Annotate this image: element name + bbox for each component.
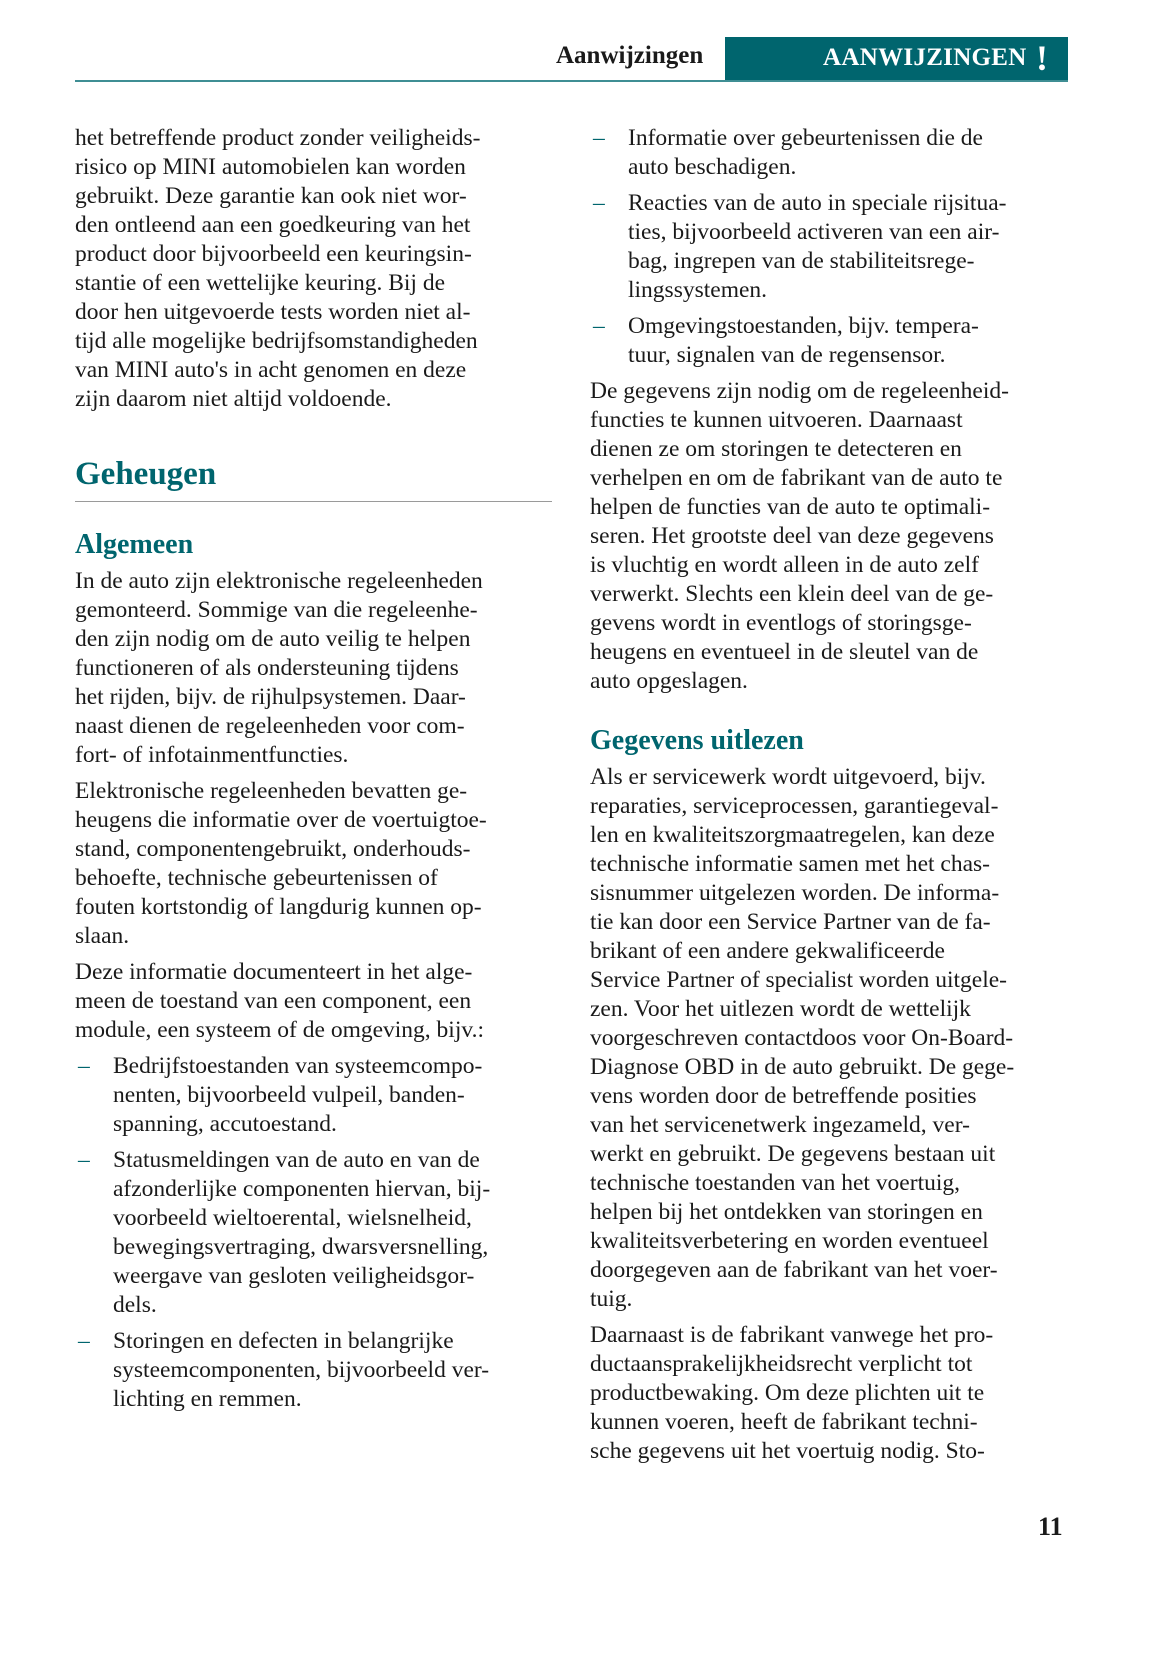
chapter-tab [725,37,1068,81]
list-item [590,312,1090,370]
list-item [75,1052,575,1139]
chapter-title: AANWIJZINGEN [823,44,1027,71]
list-item-text: Bedrijfstoestanden van systeemcompo- nenten, bijvoorbeeld vulpeil, banden- spanning, accutoestand. [113,1053,483,1137]
list-item [590,189,1090,305]
heading-geheugen: Geheugen [75,460,552,502]
list-item [75,1146,575,1320]
page-number: 11 [1038,1512,1063,1541]
heading-algemeen: Algemeen [75,529,194,560]
heading-gegevens-uitlezen: Gegevens uitlezen [590,725,804,756]
dash-bullet: – [593,313,605,339]
paragraph: Deze informatie documenteert in het alge- meen de toestand van een component, een module, een systeem of de omgeving, bijv.: [75,959,484,1043]
list-item-text: Omgevingstoestanden, bijv. tempera- tuur, signalen van de regensensor. [628,313,979,368]
list-item-text: Statusmeldingen van de auto en van de afzonderlijke componenten hiervan, bij- voorbeeld wieltoerental, wielsnelheid, bewegingsvertraging, dwarsversnelling, weergave van gesloten veiligheidsgor- dels. [113,1147,491,1318]
dash-bullet: – [593,190,605,216]
right-column [590,124,1090,1473]
paragraph: In de auto zijn elektronische regeleenheden gemonteerd. Sommige van die regeleenhe- den zijn nodig om de auto veilig te helpen functioneren of als ondersteuning tijdens het rijden, bijv. de rijhulpsystemen. Daar- naast dienen de regeleenheden voor com- fort- of infotainmentfuncties. [75,568,483,768]
list-item-text: Reacties van de auto in speciale rijsitua- ties, bijvoorbeeld activeren van een air- bag, ingrepen van de stabiliteitsrege- lingssystemen. [628,190,1007,303]
dash-bullet: – [78,1147,90,1173]
paragraph: De gegevens zijn nodig om de regeleenheid- functies te kunnen uitvoeren. Daarnaast dienen ze om storingen te detecteren en verhelpen en om de fabrikant van de auto te helpen de functies van de auto te optimali- seren. Het grootste deel van deze gegevens is vluchtig en wordt alleen in de auto zelf verwerkt. Slechts een klein deel van de ge- gevens wordt in eventlogs of storingsge- heugens en eventueel in de sleutel van de auto opgeslagen. [590,378,1009,694]
dash-bullet: – [78,1328,90,1354]
section-title: Aanwijzingen [556,42,704,69]
left-column [75,124,575,1421]
dash-bullet: – [78,1053,90,1079]
paragraph: het betreffende product zonder veiligheids- risico op MINI automobielen kan worden gebruikt. Deze garantie kan ook niet wor- den ontleend aan een goedkeuring van het product door bijvoorbeeld een keuringsin- stantie of een wettelijke keuring. Bij de door hen uitgevoerde tests worden niet al- tijd alle mogelijke bedrijfsomstandigheden van MINI auto's in acht genomen en deze zijn daarom niet altijd voldoende. [75,125,481,412]
header-divider [75,80,1068,82]
paragraph: Daarnaast is de fabrikant vanwege het pro- ductaansprakelijkheidsrecht verplicht tot productbewaking. Om deze plichten uit te kunnen voeren, heeft de fabrikant techni- sche gegevens uit het voertuig nodig. Sto- [590,1322,994,1464]
exclamation-icon: ! [1036,38,1048,78]
list-item-text: Storingen en defecten in belangrijke systeemcomponenten, bijvoorbeeld ver- lichting en remmen. [113,1328,490,1412]
list-item [590,124,1090,182]
dash-bullet: – [593,125,605,151]
list-item [75,1327,575,1414]
paragraph: Elektronische regeleenheden bevatten ge- heugens die informatie over de voertuigtoe- stand, componentengebruikt, onderhouds- behoefte, technische gebeurtenissen of fouten kortstondig of langdurig kunnen op- slaan. [75,778,487,949]
paragraph: Als er servicewerk wordt uitgevoerd, bijv. reparaties, serviceprocessen, garantiegeval- len en kwaliteitszorgmaatregelen, kan deze technische informatie samen met het chas- sisnummer uitgelezen worden. De informa- tie kan door een Service Partner van de fa- brikant of een andere gekwalificeerde Service Partner of specialist worden uitgele- zen. Voor het uitlezen wordt de wettelijk voorgeschreven contactdoos voor On-Board- Diagnose OBD in de auto gebruikt. De gege- vens worden door de betreffende posities van het servicenetwerk ingezameld, ver- werkt en gebruikt. De gegevens bestaan uit technische toestanden van het voertuig, helpen bij het ontdekken van storingen en kwaliteitsverbetering en worden eventueel doorgegeven aan de fabrikant van het voer- tuig. [590,764,1015,1312]
list-item-text: Informatie over gebeurtenissen die de auto beschadigen. [628,125,983,180]
